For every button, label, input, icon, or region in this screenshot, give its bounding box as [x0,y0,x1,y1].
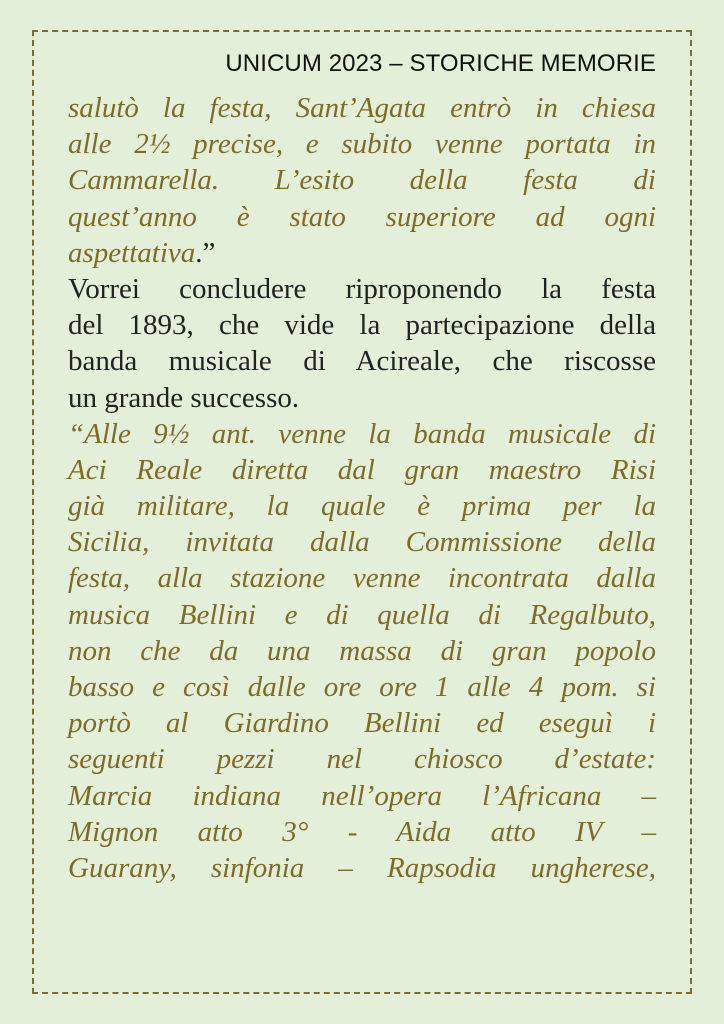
text-line: non che da una massa di gran popolo [68,634,656,667]
text-line: festa, alla stazione venne incontrata dalla [68,562,656,595]
text-line: banda musicale di Acireale, che riscosse [68,345,656,378]
text-line: Vorrei concludere riproponendo la festa [68,272,656,305]
text-line: Marcia indiana nell’opera l’Africana – [68,779,656,812]
text-fragment: aspettativa [68,236,196,269]
text-line [68,235,656,271]
text-line: seguenti pezzi nel chiosco d’estate: [68,743,656,776]
paragraph-quote-end [68,90,656,271]
text-line: alle 2½ precise, e subito venne portata in [68,128,656,161]
text-line: Guarany, sinfonia – Rapsodia ungherese, [68,851,656,884]
text-line: già militare, la quale è prima per la [68,490,656,523]
text-line: Sicilia, invitata dalla Commissione della [68,526,656,559]
text-line: Mignon atto 3° - Aida atto IV – [68,815,656,848]
paragraph-conclusion [68,271,656,416]
document-body [68,90,656,886]
text-line: Cammarella. L’esito della festa di [68,164,656,197]
text-line: salutò la festa, Sant’Agata entrò in chiesa [68,92,656,124]
closing-quote: .” [195,236,216,269]
text-line: quest’anno è stato superiore ad ogni [68,200,656,233]
text-line: del 1893, che vide la partecipazione della [68,309,656,342]
text-line: Aci Reale diretta dal gran maestro Risi [68,453,656,486]
text-line: musica Bellini e di quella di Regalbuto, [68,598,656,631]
text-line: portò al Giardino Bellini ed eseguì i [68,707,656,740]
text-line: “Alle 9½ ant. venne la banda musicale di [68,417,656,450]
text-line: un grande successo. [68,381,300,414]
paragraph-quote-1893 [68,416,656,886]
page-header: UNICUM 2023 – STORICHE MEMORIE [225,50,656,77]
text-line: basso e così dalle ore ore 1 alle 4 pom. si [68,671,656,703]
